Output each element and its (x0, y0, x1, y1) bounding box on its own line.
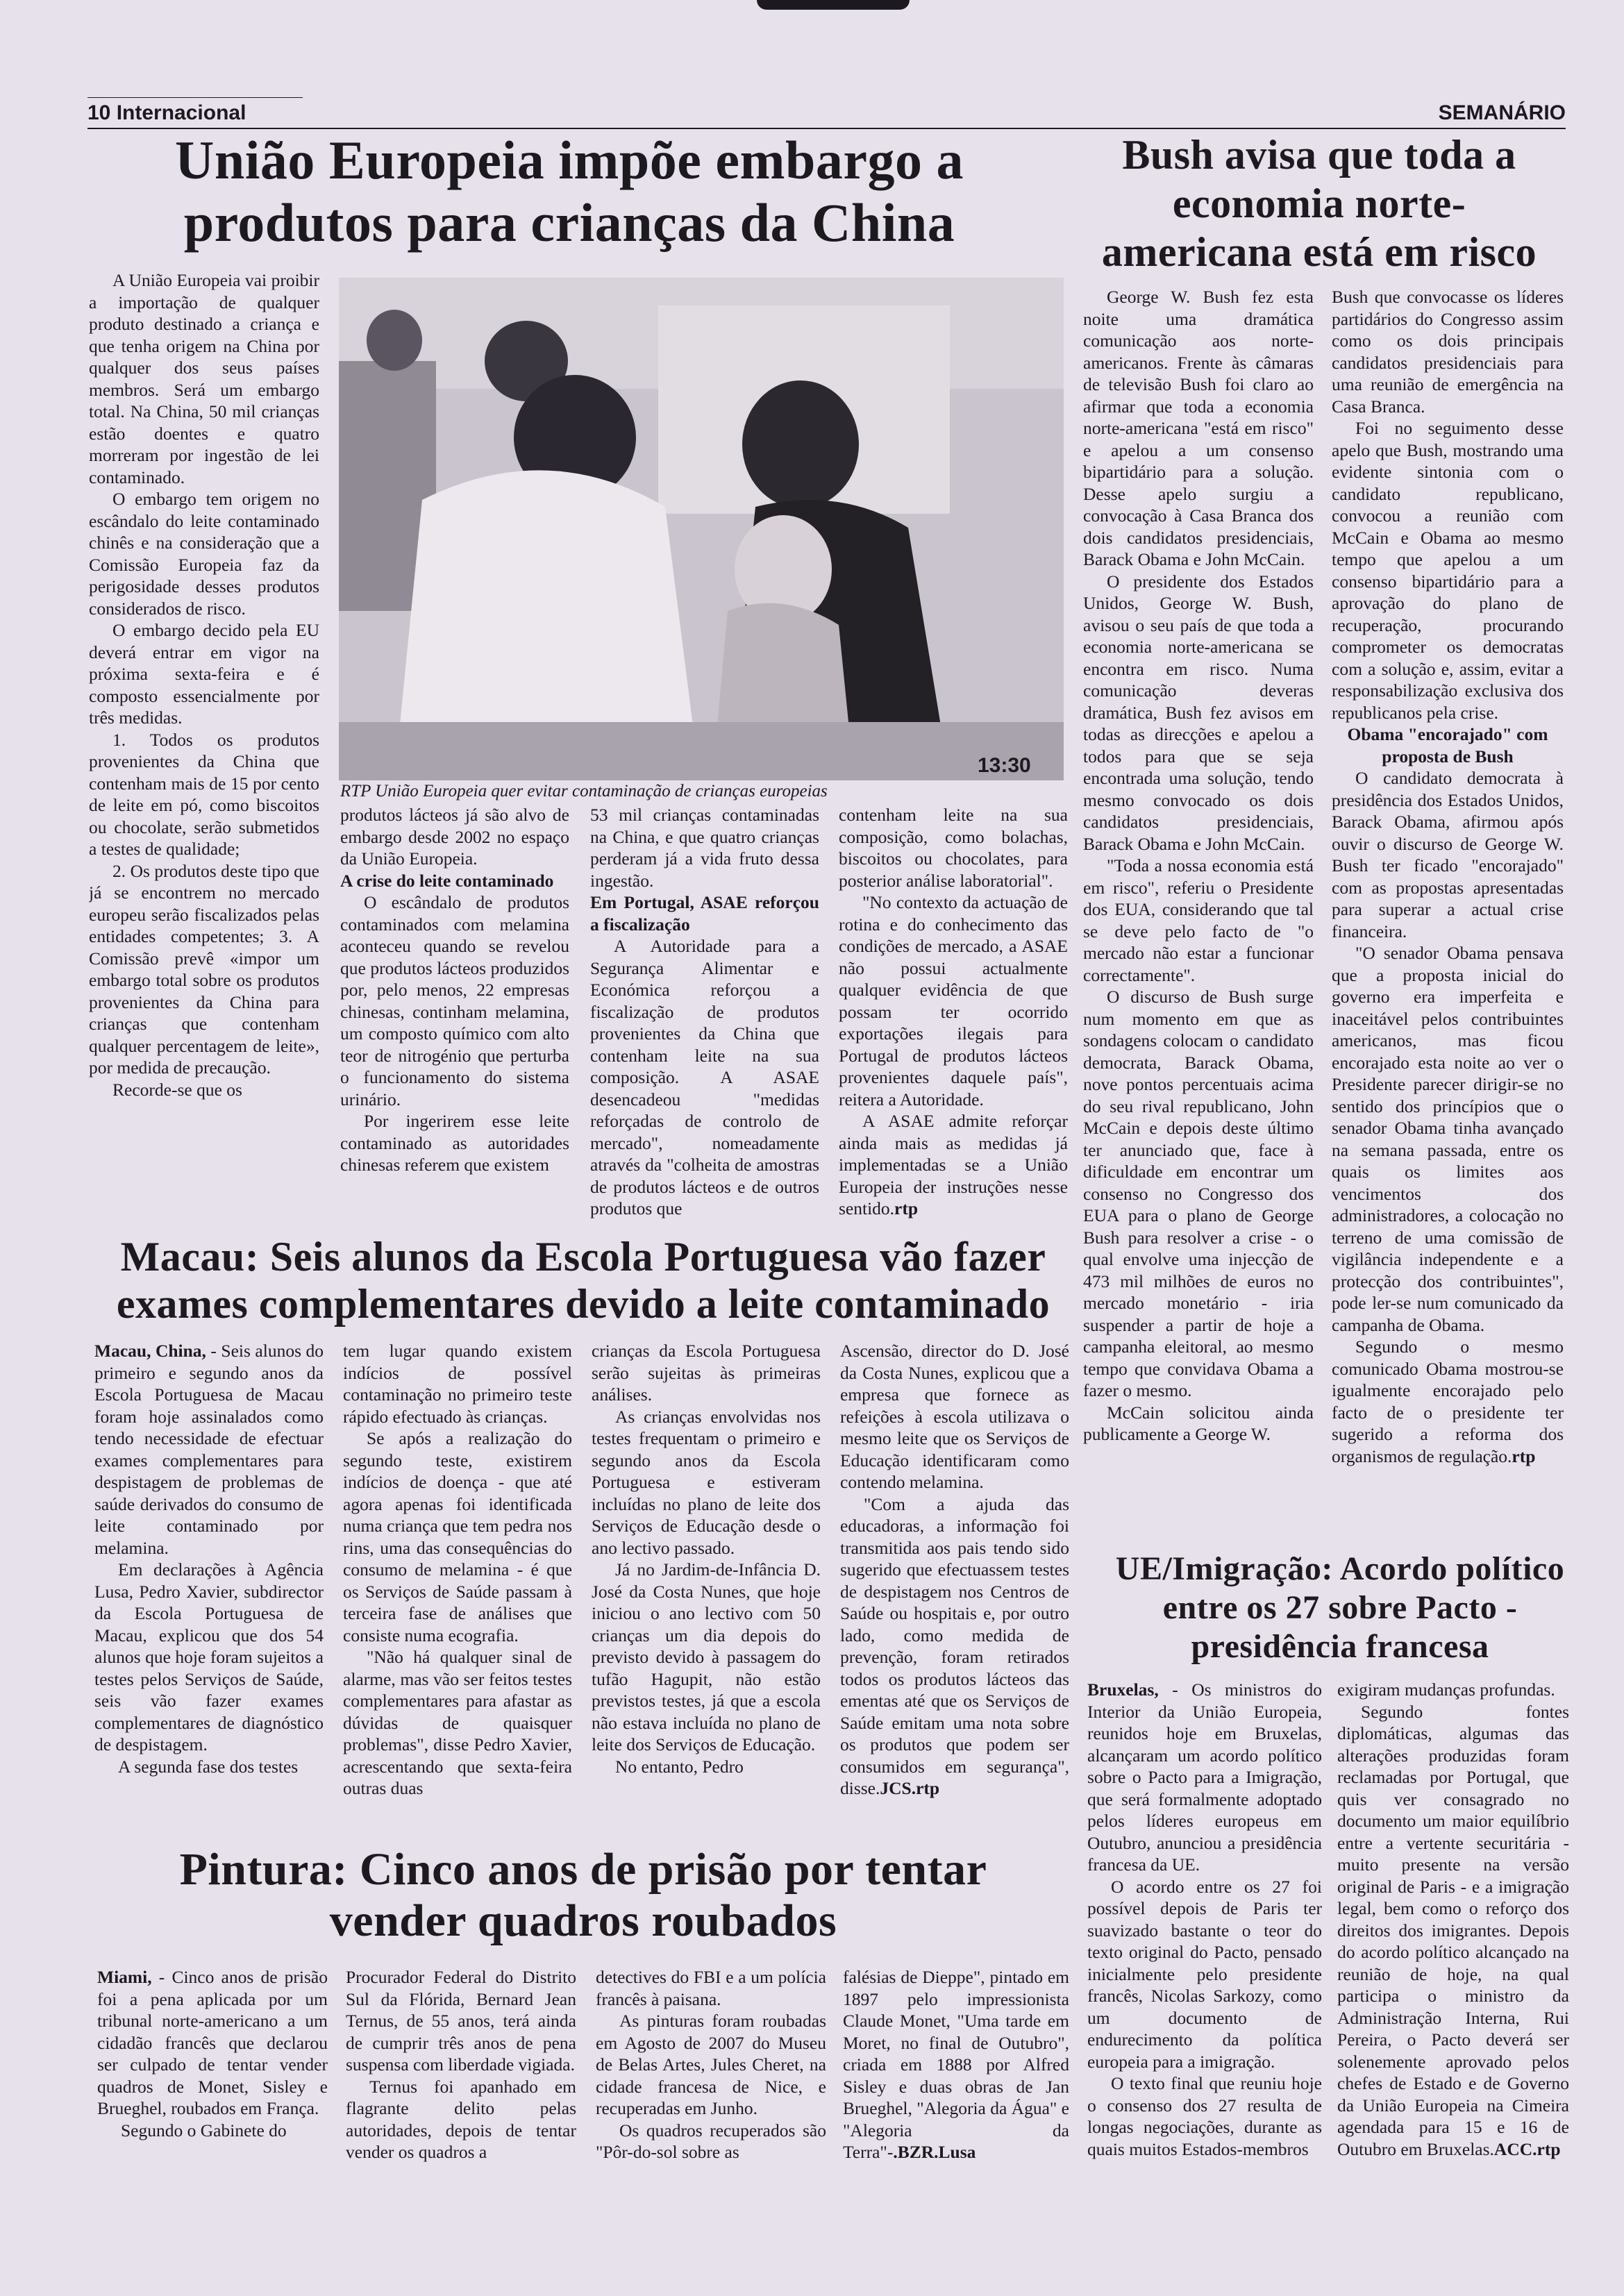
paragraph: O escândalo de produtos contaminados com melamina aconteceu quando se revelou que produtos lácteos produzidos por, pelo menos, 22 empresas chinesas, continham melamina, um composto químico com alto teor de nitrogénio que perturba o funcionamento do sistema urinário. (340, 892, 569, 1109)
paragraph: Se após a realização do segundo teste, existirem indícios de doença - que até agora apenas foi identificada numa criança que tem pedra nos rins, uma das consequências do consumo de melamina - é que os Serviços de Saúde passam à terceira fase de análises que consiste numa ecografia. (343, 1428, 572, 1645)
paragraph: detectives do FBI e a um polícia francês à paisana. (596, 1967, 826, 2009)
paragraph: Procurador Federal do Distrito Sul da Flórida, Bernard Jean Ternus, de 55 anos, terá ainda de cumprir três anos de pena suspensa com liberdade vigiada. (346, 1967, 576, 2075)
paragraph: As pinturas foram roubadas em Agosto de 2007 do Museu de Belas Artes, Jules Cheret, na cidade francesa de Nice, e recuperadas em Junho. (596, 2011, 826, 2118)
painting-col-3 (596, 1966, 826, 2216)
headline-bush: Bush avisa que toda a economia norte-americana está em risco (1101, 132, 1537, 275)
paragraph: O acordo entre os 27 foi possível depois de Paris ter suavizado bastante o teor do texto original do Pacto, pensado inicialmente pelo presidente francês, Nicolas Sarkozy, como um documento de endurecimento da política europeia para a imigração. (1087, 1876, 1322, 2072)
paragraph: "Toda a nossa economia está em risco", referiu o Presidente dos EUA, considerando que tal se deve pelo facto de "o mercado não estar a funcionar correctamente". (1083, 855, 1314, 985)
bush-col-1 (1083, 286, 1314, 1550)
paragraph: O texto final que reuniu hoje o consenso dos 27 resulta de longas negociações, durante as quais muitos Estados-membros (1087, 2073, 1322, 2159)
paragraph: Os quadros recuperados são "Pôr-do-sol sobre as (596, 2120, 826, 2162)
paragraph: O embargo tem origem no escândalo do leite contaminado chinês e na consideração que a Comissão Europeia faz da perigosidade desses produtos considerados de risco. (89, 489, 319, 619)
paragraph: "O senador Obama pensava que a proposta inicial do governo era imperfeita e inaceitável pelos contribuintes americanos, mas ficou encorajado esta noite ao ver o Presidente parecer dirigir-se no sentido dos princípios que o senador Obama tinha avançado na semana passada, entre os quais os limites aos vencimentos dos administradores, a colocação no terreno de uma comissão de vigilância independente e a protecção dos contribuintes", pode ler-se num comunicado da campanha de Obama. (1332, 943, 1564, 1335)
paragraph: - Cinco anos de prisão foi a pena aplicada por um tribunal norte-americano a um cidadão francês que declarou ser culpado de tentar vender quadros de Monet, Sisley e Brueghel, roubados em França. (97, 1967, 328, 2118)
eu-embargo-col-4 (839, 804, 1068, 1230)
paragraph: falésias de Dieppe", pintado em 1897 pelo impressionista Claude Monet, "Uma tarde em Moret, no final de Outubro", criada em 1888 por Alfred Sisley e duas obras de Jan Brueghel, "Alegoria da Água" e "Alegoria da Terra"- (843, 1967, 1069, 2162)
dateline: Macau, China, (94, 1341, 206, 1361)
bush-col-2 (1332, 286, 1564, 1550)
eu-embargo-col-1 (89, 269, 319, 1225)
paragraph: No entanto, Pedro (615, 1756, 744, 1777)
macau-col-1 (94, 1340, 324, 1854)
paragraph: - Os ministros do Interior da União Europeia, reunidos hoje em Bruxelas, alcançaram um acordo político sobre o Pacto para a Imigração, que será formalmente adoptado pelos líderes europeus em Outubro, anunciou a presidência francesa da UE. (1087, 1679, 1322, 1875)
signature: rtp (1512, 1446, 1536, 1466)
headline-eu-embargo: União Europeia impõe embargo a produtos para crianças da China (175, 130, 964, 253)
subheading: Em Portugal, ASAE reforçou a fiscalização (590, 892, 819, 935)
paragraph: "Não há qualquer sinal de alarme, mas vão ser feitos testes complementares para afastar as dúvidas de quaisquer problemas", disse Pedro Xavier, acrescentando que sexta-feira outras duas (343, 1647, 572, 1798)
paragraph: Já no Jardim-de-Infância D. José da Costa Nunes, que hoje iniciou o ano lectivo com 50 crianças um dia depois do previsto devido à passagem do tufão Hagupit, não estão previstos testes, já que a escola não estava incluída no plano de leite dos Serviços de Educação. (592, 1559, 821, 1754)
paragraph: - Seis alunos do primeiro e segundo anos da Escola Portuguesa de Macau foram hoje assinalados como tendo necessidade de efectuar exames complementares para despistagem de problemas de saúde derivados do consumo de leite contaminado por melamina. (94, 1341, 324, 1558)
paragraph: Ternus foi apanhado em flagrante delito pelas autoridades, depois de tentar vender os quadros a (346, 2076, 576, 2162)
paragraph: Ascensão, director do D. José da Costa Nunes, explicou que a empresa que fornece as refeições à escola utilizava o mesmo leite que os Serviços de Educação identificaram como contendo melamina. (840, 1341, 1069, 1492)
paragraph: "Com a ajuda das educadoras, a informação foi transmitida aos pais tendo sido sugerido que efectuassem testes de despistagem nos Centros de Saúde ou hospitais e, por outro lado, como medida de prevenção, foram retirados todos os produtos lácteos das ementas até que os Serviços de Saúde emitam uma nota sobre os produtos que podem ser consumidos em segurança", disse. (840, 1493, 1069, 1798)
paragraph: exigiram mudanças profundas. (1337, 1679, 1555, 1700)
subheading: Obama "encorajado" com proposta de Bush (1347, 724, 1548, 766)
eu-embargo-col-2 (340, 804, 569, 1230)
paragraph: Segundo o Gabinete do (121, 2120, 287, 2140)
headline-painting: Pintura: Cinco anos de prisão por tentar vender quadros roubados (179, 1844, 987, 1946)
signature: ACC.rtp (1493, 2138, 1561, 2159)
signature: .BZR.Lusa (893, 2142, 976, 2162)
photo-timestamp: 13:30 (978, 754, 1031, 777)
paragraph: A ASAE admite reforçar ainda mais as medidas já implementadas se a União Europeia der instruções nesse sentido. (839, 1111, 1068, 1218)
paragraph: Segundo fontes diplomáticas, algumas das alterações produzidas foram reclamadas por Portugal, que quis ver consagrado no documento um maior equilíbrio entre a vertente securitária - muito presente na versão original de Paris - e a imigração legal, bem como o reforço dos direitos dos imigrantes. Depois do acordo político alcançado na reunião de hoje, na qual participa o ministro da Administração Interna, Rui Pereira, o Pacto deverá ser solenemente aprovado pelos chefes de Estado e de Governo da União Europeia na Cimeira agendada para 15 e 16 de Outubro em Bruxelas. (1337, 1701, 1569, 2159)
paragraph: O presidente dos Estados Unidos, George W. Bush, avisou o seu país de que toda a economia norte-americana se encontra em risco. Numa comunicação deveras dramática, Bush fez avisos em todas as direcções e apelou a todos para que se seja encontrada uma solução, tendo mesmo convocado os dois candidatos presidenciais, Barack Obama e John McCain. (1083, 571, 1314, 854)
paragraph: tem lugar quando existem indícios de possível contaminação no primeiro teste rápido efectuado às crianças. (343, 1341, 572, 1427)
subheading: A crise do leite contaminado (340, 870, 554, 891)
painting-col-2 (346, 1966, 576, 2216)
headline-macau: Macau: Seis alunos da Escola Portuguesa vão fazer exames complementares devido a leite contaminado (116, 1234, 1050, 1327)
photo-illustration (339, 278, 1064, 780)
photo-caption: RTP União Europeia quer evitar contaminação de crianças europeias (340, 782, 828, 801)
paragraph: 2. Os produtos deste tipo que já se encontrem no mercado europeu serão fiscalizados pelas entidades competentes; 3. A Comissão prevê «impor um embargo total sobre os produtos provenientes da China para crianças que contenham qualquer percentagem de leite», por medida de precaução. (89, 860, 319, 1078)
paragraph: Foi no seguimento desse apelo que Bush, mostrando uma evidente sintonia com o candidato republicano, convocou a reunião com McCain e Obama ao mesmo tempo que apelou a um consenso bipartidário para a aprovação do plano de recuperação, procurando comprometer os democratas com a solução e, assim, evitar a responsabilização exclusiva dos republicanos pela crise. (1332, 418, 1564, 723)
header-top-rule (87, 97, 303, 98)
paragraph: O discurso de Bush surge num momento em que as sondagens colocam o candidato democrata, Barack Obama, nove pontos percentuais acima do seu rival republicano, John McCain e depois deste último ter anunciado que, face à dificuldade em encontrar um consenso no Congresso dos EUA para o plano de George Bush para resolver a crise - o qual envolve uma injecção de 473 mil milhões de euros no mercado monetário - iria suspender a partir de hoje a campanha eleitoral, ao mesmo tempo que convidava Obama a fazer o mesmo. (1083, 987, 1314, 1400)
paragraph: A Autoridade para a Segurança Alimentar e Económica reforçou a fiscalização de produtos provenientes da China que contenham leite na sua composição. A ASAE desencadeou "medidas reforçadas de controlo de mercado", nomeadamente através da "colheita de amostras de produtos lácteos e de outros produtos que (590, 936, 819, 1218)
paragraph: Segundo o mesmo comunicado Obama mostrou-se igualmente encorajado pelo facto de o presidente ter sugerido a reforma dos organismos de regulação. (1332, 1336, 1564, 1466)
immigration-col-2 (1337, 1679, 1569, 2193)
paragraph: Bush que convocasse os líderes partidários do Congresso assim como os dois principais candidatos presidenciais para uma reunião de emergência na Casa Branca. (1332, 287, 1564, 417)
paragraph: 53 mil crianças contaminadas na China, e que quatro crianças perderam já a vida fruto dessa ingestão. (590, 805, 819, 891)
macau-col-3 (592, 1340, 821, 1854)
paragraph: produtos lácteos já são alvo de embargo desde 2002 no espaço da União Europeia. (340, 805, 569, 869)
paragraph: O embargo decido pela EU deverá entrar em vigor na próxima sexta-feira e é composto essencialmente por três medidas. (89, 620, 319, 728)
macau-col-4 (840, 1340, 1069, 1854)
paragraph: Recorde-se que os (112, 1079, 242, 1100)
top-edge-mark (757, 0, 910, 10)
eu-embargo-col-3 (590, 804, 819, 1230)
paragraph: contenham leite na sua composição, como bolachas, biscoitos ou chocolates, para posterior análise laboratorial". (839, 805, 1068, 891)
macau-col-2 (343, 1340, 572, 1854)
signature: rtp (894, 1198, 919, 1218)
paragraph: Por ingerirem esse leite contaminado as autoridades chinesas referem que existem (340, 1111, 569, 1175)
paragraph: crianças da Escola Portuguesa serão sujeitas às primeiras análises. (592, 1341, 821, 1405)
dateline: Miami, (97, 1967, 152, 1987)
dateline: Bruxelas, (1087, 1679, 1159, 1700)
paragraph: A União Europeia vai proibir a importação de qualquer produto destinado a criança e que tenha origem na China por qualquer dos seus países membros. Será um embargo total. Na China, 50 mil crianças estão doentes e quatro morreram por ingestão de lei contaminado. (89, 270, 319, 487)
paragraph: 1. Todos os produtos provenientes da China que contenham mais de 15 por cento de leite em pó, como biscoitos ou chocolate, serão submetidos a testes de qualidade; (89, 729, 319, 859)
paragraph: Em declarações à Agência Lusa, Pedro Xavier, subdirector da Escola Portuguesa de Macau, explicou que dos 54 alunos que hoje foram sujeitos a testes pelos Serviços de Saúde, seis vão fazer exames complementares de diagnóstico de despistagem. (94, 1559, 324, 1754)
paragraph: George W. Bush fez esta noite uma dramática comunicação aos norte-americanos. Frente às câmaras de televisão Bush foi claro ao afirmar que toda a economia norte-americana "está em risco" e apelou a um consenso bipartidário para a solução. Desse apelo surgiu a convocação à Casa Branca dos dois candidatos presidenciais, Barack Obama e John McCain. (1083, 287, 1314, 569)
section-label: 10 Internacional (87, 101, 246, 124)
paper-name: SEMANÁRIO (1438, 101, 1566, 124)
painting-col-4 (843, 1966, 1069, 2216)
paragraph: As crianças envolvidas nos testes frequentam o primeiro e segundo anos da Escola Portuguesa e estiveram incluídas no plano de leite dos Serviços de Educação desde o ano lectivo passado. (592, 1406, 821, 1558)
paragraph: "No contexto da actuação de rotina e do conhecimento das condições de mercado, a ASAE não possui actualmente qualquer evidência de que possam ter ocorrido exportações ilegais para Portugal de produtos lácteos provenientes daquele país", reitera a Autoridade. (839, 892, 1068, 1109)
paragraph: McCain solicitou ainda publicamente a George W. (1083, 1402, 1314, 1444)
photo-child-medical-exam (339, 278, 1064, 780)
immigration-col-1 (1087, 1679, 1322, 2193)
headline-eu-immigration: UE/Imigração: Acordo político entre os 27 sobre Pacto - presidência francesa (1115, 1550, 1565, 1665)
painting-col-1 (97, 1966, 328, 2216)
signature: JCS.rtp (880, 1778, 940, 1798)
paragraph: O candidato democrata à presidência dos Estados Unidos, Barack Obama, afirmou após ouvir o discurso de George W. Bush ter ficado "encorajado" com as propostas apresentadas para superar a actual crise financeira. (1332, 768, 1564, 941)
paragraph: A segunda fase dos testes (118, 1756, 299, 1777)
